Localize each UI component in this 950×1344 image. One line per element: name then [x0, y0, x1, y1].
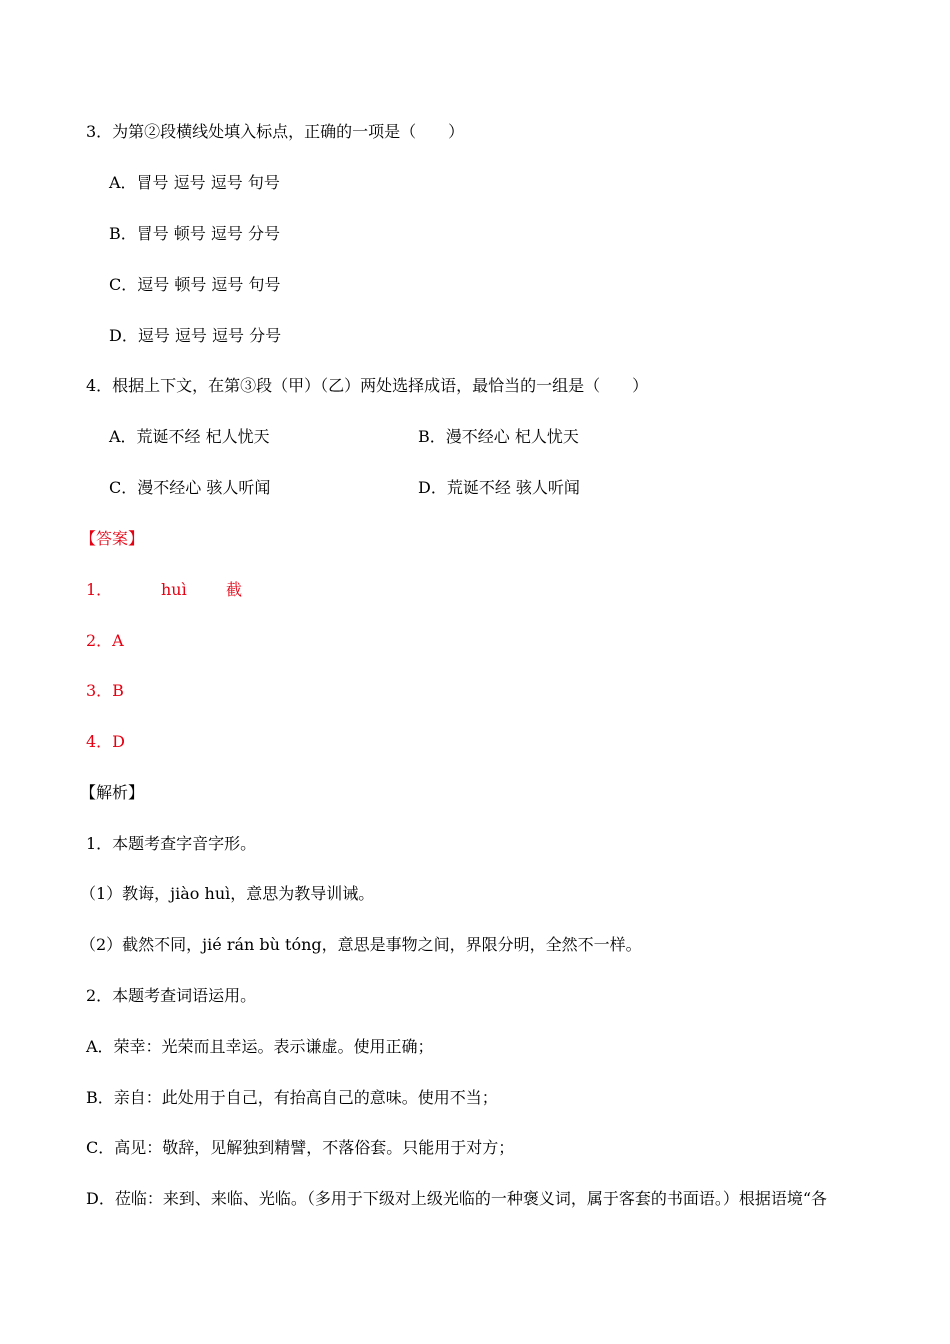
answer-heading: 【答案】 — [80, 529, 145, 548]
answer-1-number: 1． — [86, 580, 113, 599]
answer-1-character: 截 — [226, 580, 243, 599]
analysis-line: C．高见：敬辞，见解独到精譬，不落俗套。只能用于对方； — [86, 1138, 515, 1157]
analysis-line: 2．本题考查词语运用。 — [86, 986, 257, 1005]
answer-1-pinyin: huì — [161, 580, 187, 599]
question-4-option-c: C．漫不经心 骇人听闻 — [109, 478, 271, 497]
analysis-line: D．莅临：来到、来临、光临。（多用于下级对上级光临的一种褒义词，属于客套的书面语。）根据语境“各 — [86, 1189, 828, 1208]
question-3-option-c: C．逗号 顿号 逗号 句号 — [109, 275, 281, 294]
answer-4: 4．D — [86, 732, 126, 751]
analysis-line: A．荣幸：光荣而且幸运。表示谦虚。使用正确； — [86, 1037, 434, 1056]
analysis-heading: 【解析】 — [80, 783, 145, 802]
analysis-line: 1．本题考查字音字形。 — [86, 834, 257, 853]
question-3-option-a: A．冒号 逗号 逗号 句号 — [109, 173, 280, 192]
question-4-stem: 4．根据上下文，在第③段（甲）（乙）两处选择成语，最恰当的一组是（ ） — [86, 376, 649, 395]
answer-3: 3．B — [86, 681, 124, 700]
question-4-option-d: D．荒诞不经 骇人听闻 — [418, 478, 580, 497]
question-3-stem: 3．为第②段横线处填入标点，正确的一项是（ ） — [86, 122, 465, 141]
analysis-line: （1）教诲，jiào huì，意思为教导训诫。 — [80, 884, 375, 903]
question-3-option-d: D．逗号 逗号 逗号 分号 — [109, 326, 282, 345]
question-4-option-b: B．漫不经心 杞人忧天 — [418, 427, 579, 446]
answer-2: 2．A — [86, 631, 124, 650]
question-4-option-a: A．荒诞不经 杞人忧天 — [109, 427, 270, 446]
analysis-line: B．亲自：此处用于自己，有抬高自己的意味。使用不当； — [86, 1088, 498, 1107]
question-3-option-b: B．冒号 顿号 逗号 分号 — [109, 224, 281, 243]
analysis-line: （2）截然不同，jié rán bù tóng，意思是事物之间，界限分明，全然不一样。 — [80, 935, 642, 954]
